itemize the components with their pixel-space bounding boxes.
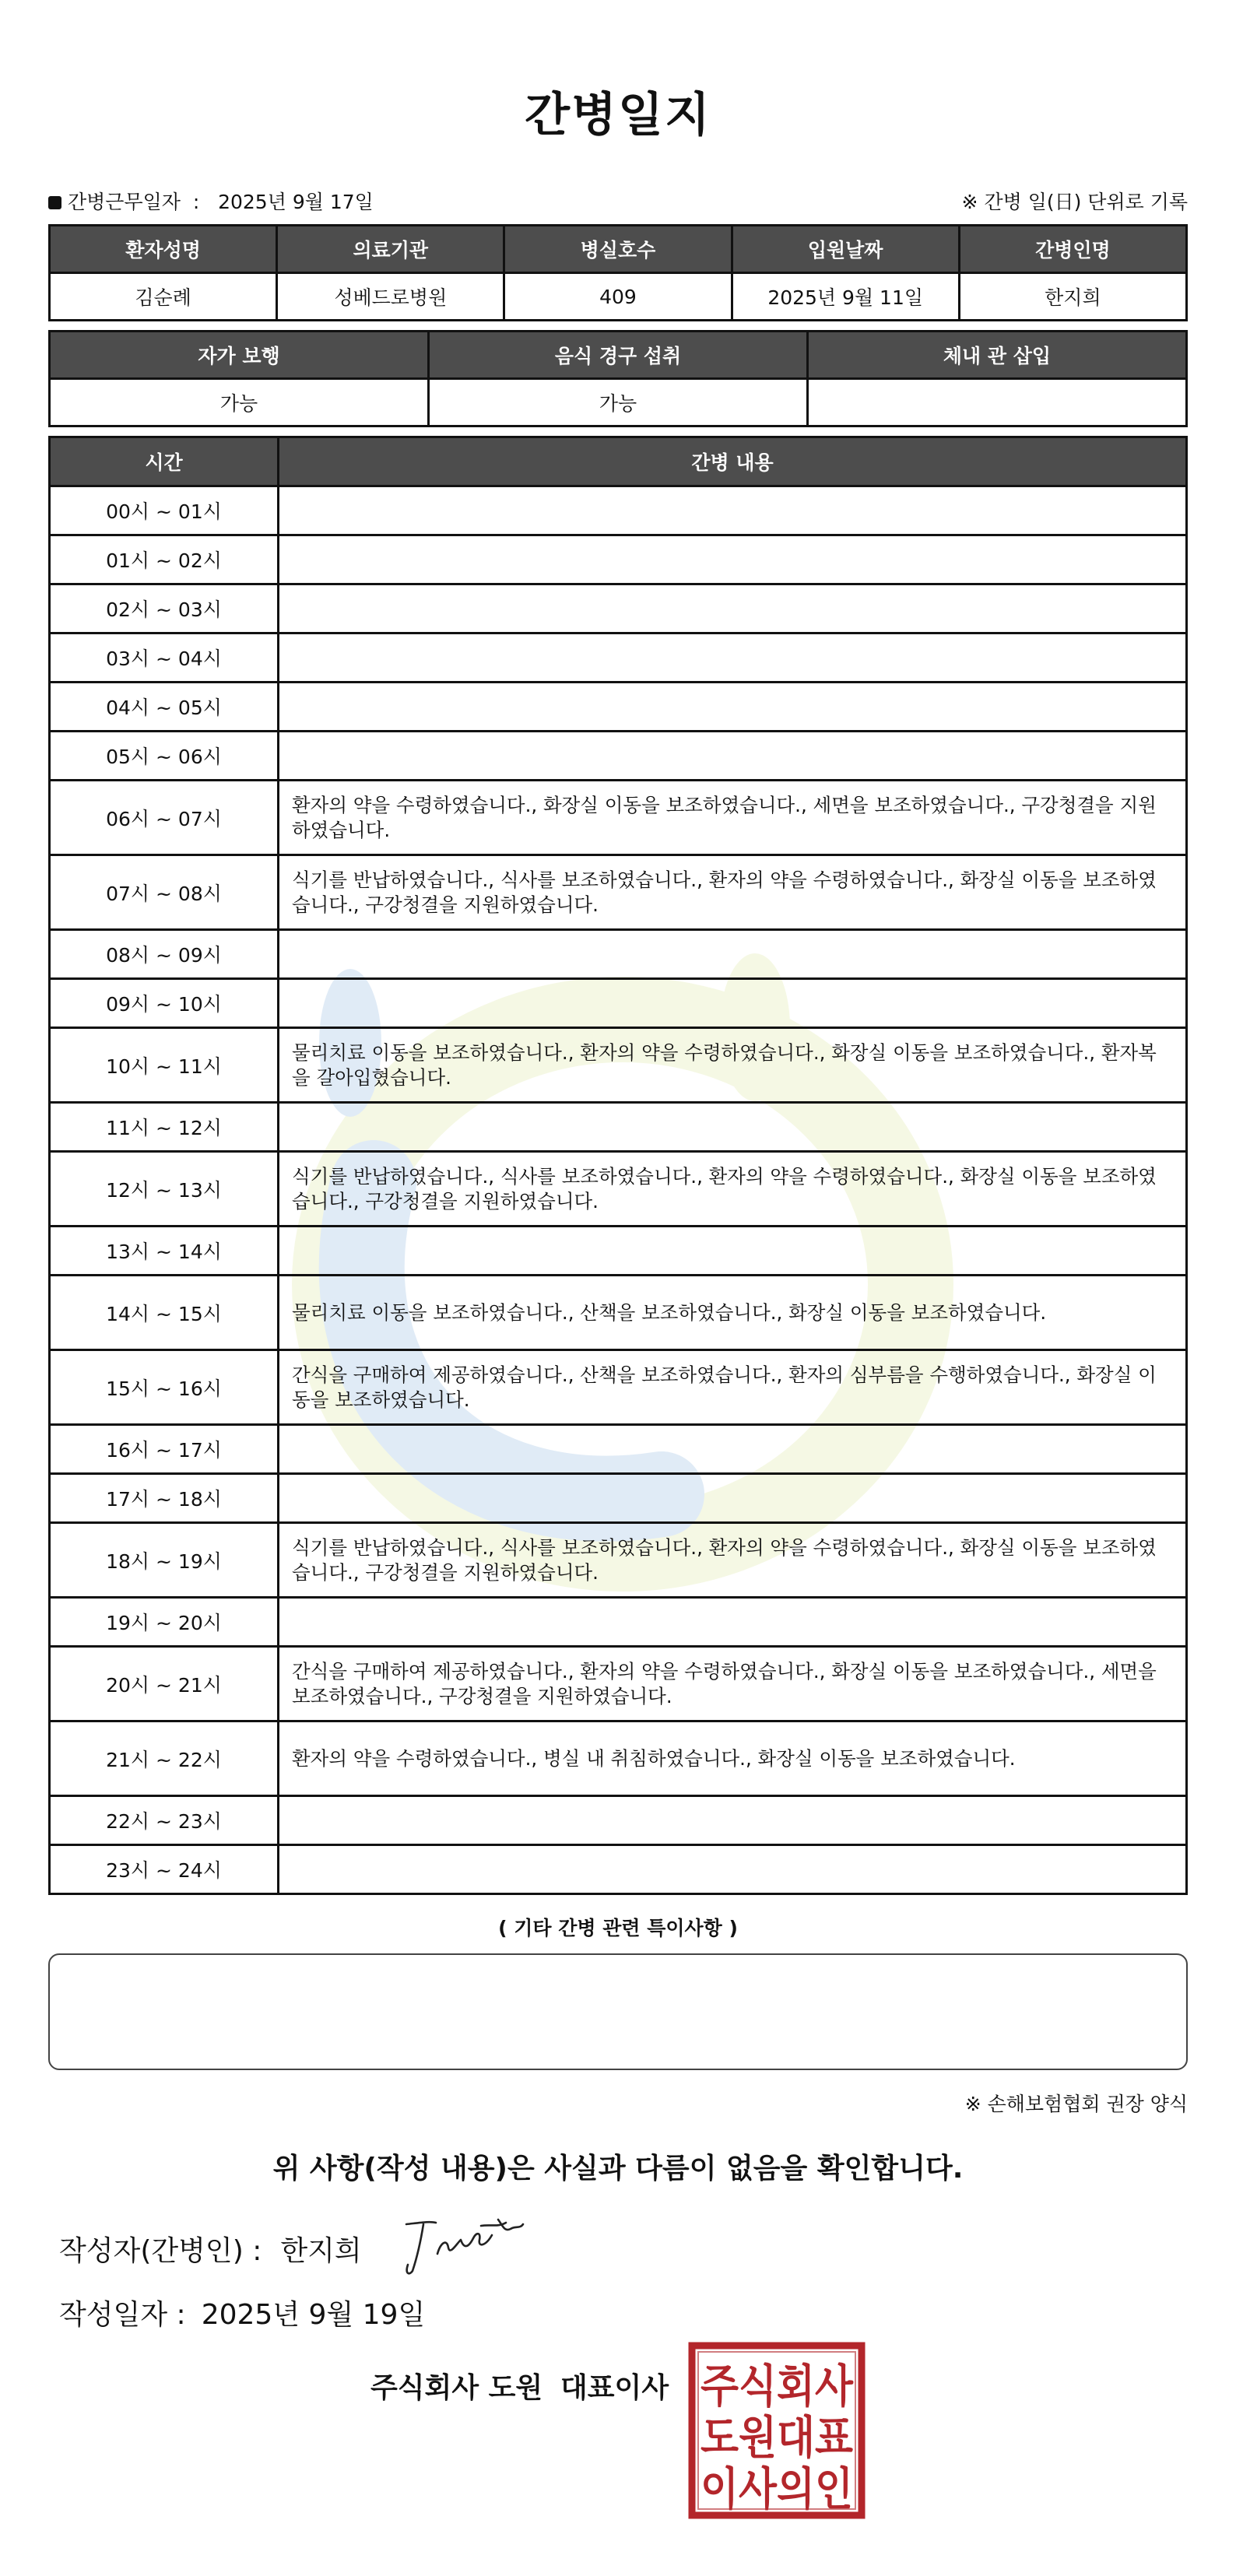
log-row	[50, 1425, 1187, 1474]
work-date-line	[48, 187, 1188, 215]
header-patient-name: 환자성명	[50, 226, 277, 273]
header-admission-date: 입원날짜	[732, 226, 959, 273]
log-row	[50, 1598, 1187, 1647]
log-row	[50, 1227, 1187, 1276]
log-time-cell: 10시 ~ 11시	[50, 1028, 279, 1103]
log-content-cell	[279, 683, 1187, 732]
header-room-number: 병실호수	[504, 226, 732, 273]
work-date-label: 간병근무일자	[68, 191, 181, 213]
log-header-row	[50, 437, 1187, 486]
company-role: 대표이사	[560, 2372, 669, 2404]
author-name: 한지희	[280, 2235, 362, 2267]
admission-date: 2025년 9월 11일	[732, 273, 959, 321]
log-row	[50, 683, 1187, 732]
work-date-value: 2025년 9월 17일	[218, 191, 374, 213]
log-content-cell: 환자의 약을 수령하였습니다., 화장실 이동을 보조하였습니다., 세면을 보조하였습니다., 구강청결을 지원하였습니다.	[279, 781, 1187, 855]
log-content-cell	[279, 1227, 1187, 1276]
patient-info-table	[48, 224, 1188, 321]
svg-text:이사의인: 이사의인	[701, 2462, 853, 2515]
bullet-square-icon	[48, 196, 61, 209]
log-content-cell	[279, 930, 1187, 979]
log-time-cell: 04시 ~ 05시	[50, 683, 279, 732]
condition-value-row	[50, 379, 1187, 426]
work-date-separator: :	[192, 191, 200, 213]
log-row	[50, 1474, 1187, 1523]
header-self-walking: 자가 보행	[50, 332, 429, 379]
log-time-cell: 00시 ~ 01시	[50, 486, 279, 535]
log-content-cell	[279, 486, 1187, 535]
log-content-cell	[279, 1103, 1187, 1152]
log-row	[50, 486, 1187, 535]
log-content-cell	[279, 535, 1187, 584]
log-time-cell: 05시 ~ 06시	[50, 732, 279, 781]
log-row	[50, 1721, 1187, 1796]
svg-text:주식회사: 주식회사	[701, 2360, 854, 2413]
log-row	[50, 1350, 1187, 1425]
header-tube-insertion: 체내 관 삽입	[808, 332, 1187, 379]
patient-info-header-row	[50, 226, 1187, 273]
log-content-cell: 식기를 반납하였습니다., 식사를 보조하였습니다., 환자의 약을 수령하였습니다., 화장실 이동을 보조하였습니다., 구강청결을 지원하였습니다.	[279, 1523, 1187, 1598]
log-time-cell: 13시 ~ 14시	[50, 1227, 279, 1276]
document-title: 간병일지	[525, 88, 711, 142]
tube-insertion-value	[808, 379, 1187, 426]
log-content-cell	[279, 1845, 1187, 1894]
work-date	[48, 187, 374, 215]
header-care-content: 간병 내용	[279, 437, 1187, 486]
log-content-cell	[279, 1474, 1187, 1523]
author-label: 작성자(간병인) :	[59, 2235, 262, 2267]
log-time-cell: 02시 ~ 03시	[50, 584, 279, 633]
log-time-cell: 12시 ~ 13시	[50, 1152, 279, 1227]
log-content-cell: 환자의 약을 수령하였습니다., 병실 내 취침하였습니다., 화장실 이동을 보조하였습니다.	[279, 1721, 1187, 1796]
log-time-cell: 23시 ~ 24시	[50, 1845, 279, 1894]
log-content-cell	[279, 979, 1187, 1028]
log-time-cell: 06시 ~ 07시	[50, 781, 279, 855]
log-time-cell: 01시 ~ 02시	[50, 535, 279, 584]
hourly-log-table	[48, 436, 1188, 1895]
hospital-name: 성베드로병원	[277, 273, 504, 321]
patient-info-value-row	[50, 273, 1187, 321]
special-notes-title: ( 기타 간병 관련 특이사항 )	[498, 1917, 738, 1939]
log-row	[50, 1796, 1187, 1845]
log-content-cell	[279, 1425, 1187, 1474]
log-content-cell	[279, 584, 1187, 633]
header-caregiver-name: 간병인명	[959, 226, 1186, 273]
header-oral-intake: 음식 경구 섭취	[429, 332, 808, 379]
log-content-cell	[279, 1796, 1187, 1845]
log-row	[50, 732, 1187, 781]
caregiver-name: 한지희	[959, 273, 1186, 321]
unit-note: ※ 간병 일(日) 단위로 기록	[961, 191, 1188, 213]
log-row	[50, 584, 1187, 633]
log-time-cell: 07시 ~ 08시	[50, 855, 279, 930]
log-time-cell: 17시 ~ 18시	[50, 1474, 279, 1523]
svg-text:도원대표: 도원대표	[701, 2411, 853, 2464]
log-row	[50, 633, 1187, 683]
log-row	[50, 1647, 1187, 1721]
log-content-cell: 간식을 구매하여 제공하였습니다., 산책을 보조하였습니다., 환자의 심부름을 수행하였습니다., 화장실 이동을 보조하였습니다.	[279, 1350, 1187, 1425]
log-row	[50, 1523, 1187, 1598]
format-note: ※ 손해보험협회 권장 양식	[964, 2093, 1188, 2115]
header-hospital: 의료기관	[277, 226, 504, 273]
log-content-cell	[279, 732, 1187, 781]
log-row	[50, 930, 1187, 979]
log-content-cell	[279, 633, 1187, 683]
log-time-cell: 11시 ~ 12시	[50, 1103, 279, 1152]
log-row	[50, 1152, 1187, 1227]
log-row	[50, 1845, 1187, 1894]
written-date-line	[59, 2293, 425, 2332]
header-time: 시간	[50, 437, 279, 486]
written-date-label: 작성일자 :	[59, 2299, 186, 2331]
written-date-value: 2025년 9월 19일	[201, 2299, 426, 2331]
log-time-cell: 15시 ~ 16시	[50, 1350, 279, 1425]
company-seal-stamp	[687, 2341, 866, 2520]
handwritten-signature	[389, 2209, 529, 2279]
self-walking-value: 가능	[50, 379, 429, 426]
log-content-cell: 물리치료 이동을 보조하였습니다., 환자의 약을 수령하였습니다., 화장실 이동을 보조하였습니다., 환자복을 갈아입혔습니다.	[279, 1028, 1187, 1103]
log-content-cell: 간식을 구매하여 제공하였습니다., 환자의 약을 수령하였습니다., 화장실 이동을 보조하였습니다., 세면을 보조하였습니다., 구강청결을 지원하였습니다.	[279, 1647, 1187, 1721]
patient-name: 김순례	[50, 273, 277, 321]
log-row	[50, 979, 1187, 1028]
log-time-cell: 20시 ~ 21시	[50, 1647, 279, 1721]
condition-table	[48, 330, 1188, 427]
log-time-cell: 08시 ~ 09시	[50, 930, 279, 979]
log-row	[50, 1276, 1187, 1350]
log-time-cell: 18시 ~ 19시	[50, 1523, 279, 1598]
company-name: 주식회사 도원	[370, 2372, 543, 2404]
log-time-cell: 21시 ~ 22시	[50, 1721, 279, 1796]
author-line	[59, 2229, 362, 2269]
log-content-cell	[279, 1598, 1187, 1647]
confirmation-statement: 위 사항(작성 내용)은 사실과 다름이 없음을 확인합니다.	[272, 2153, 964, 2185]
log-time-cell: 16시 ~ 17시	[50, 1425, 279, 1474]
log-row	[50, 1103, 1187, 1152]
log-row	[50, 1028, 1187, 1103]
oral-intake-value: 가능	[429, 379, 808, 426]
log-content-cell: 식기를 반납하였습니다., 식사를 보조하였습니다., 환자의 약을 수령하였습니다., 화장실 이동을 보조하였습니다., 구강청결을 지원하였습니다.	[279, 1152, 1187, 1227]
log-content-cell: 물리치료 이동을 보조하였습니다., 산책을 보조하였습니다., 화장실 이동을 보조하였습니다.	[279, 1276, 1187, 1350]
log-time-cell: 14시 ~ 15시	[50, 1276, 279, 1350]
log-content-cell: 식기를 반납하였습니다., 식사를 보조하였습니다., 환자의 약을 수령하였습니다., 화장실 이동을 보조하였습니다., 구강청결을 지원하였습니다.	[279, 855, 1187, 930]
log-time-cell: 22시 ~ 23시	[50, 1796, 279, 1845]
log-body	[50, 486, 1187, 1894]
log-time-cell: 03시 ~ 04시	[50, 633, 279, 683]
log-time-cell: 19시 ~ 20시	[50, 1598, 279, 1647]
log-time-cell: 09시 ~ 10시	[50, 979, 279, 1028]
room-number: 409	[504, 273, 732, 321]
condition-header-row	[50, 332, 1187, 379]
log-row	[50, 535, 1187, 584]
special-notes-box	[48, 1953, 1188, 2070]
log-row	[50, 855, 1187, 930]
log-row	[50, 781, 1187, 855]
